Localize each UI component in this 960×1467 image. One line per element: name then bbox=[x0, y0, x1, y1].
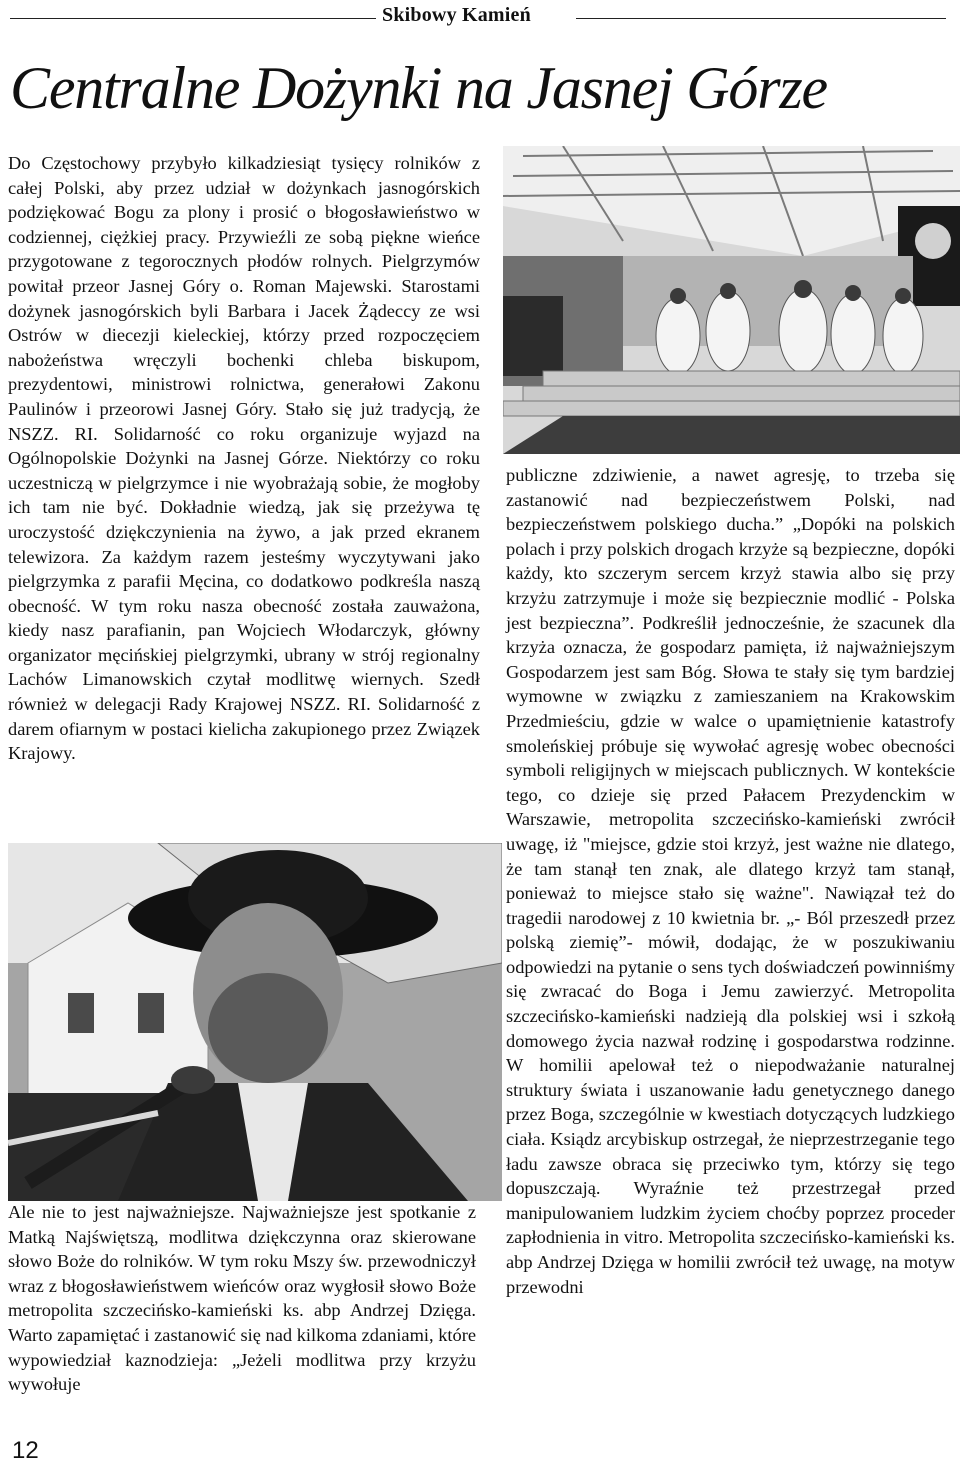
article-text-column-2: publiczne zdziwienie, a nawet agresję, to trzeba się zastanowić nad bezpieczeństwem Polski, nad bezpieczeństwem polskiego ducha.” „Dopóki na polskich polach i przy polskich drogach krzyże są bezpieczne, dopóki każdy, kto szczerym sercem krzyż stawia albo się przy krzyżu zatrzymuje i może się bezpiecznie modlić - Polska jest bezpieczna”. Podkreślił jednocześnie, że szacunek dla krzyża oznacza, że gospodarz pamięta, iż najważniejszym Gospodarzem jest sam Bóg. Słowa te stały się tym bardziej wymowne w związku z zamieszaniem na Krakowskim Przedmieściu, gdzie w walce o upamiętnienie katastrofy smoleńskiej próbuje się wywołać agresję wobec obecności symboli religijnych w miejscach publicznych. W kontekście tego, co dzieje się przed Pałacem Prezydenckim w Warszawie, metropolita szczecińsko-kamieński zwrócił uwagę, iż "miejsce, gdzie stoi krzyż, jest ważne nie dlatego, że tam stanął ten znak, ale dlatego krzyż tam stanął, ponieważ to miejsce stało się ważne". Nawiązał też do tragedii narodowej z 10 kwietnia br. „- Ból przeszedł przez polską ziemię”- mówił, dodając, że w poszukiwaniu odpowiedzi na pytanie o sens tych doświadczeń powinniśmy się zwracać do Boga i Jemu zawierzyć. Metropolita szczecińsko-kamieński nadzieją dla polskiej wsi i szkołą domowego życia nazwał rodzinę i gospodarstwa rodzinne. W homilii apelował też o niepodważanie naturalnej struktury świata i uszanowanie ładu genetycznego danego przez Boga, szczególnie w kwestiach dotyczących ludzkiego ciała. Ksiądz arcybiskup ostrzegał, że nieprzestrzeganie tego ładu zawsze obraca się przeciwko tym, którzy się tego dopuszczają. Wyraźnie też przestrzegał przed manipulowaniem ludzkim życiem choćby poprzez proceder zapłodnienia in vitro. Metropolita szczecińsko-kamieński ks. abp Andrzej Dzięga w homilii zwrócił też uwagę, na motyw przewodni bbox=[506, 465, 955, 1297]
article-title: Centralne Dożynki na Jasnej Górze bbox=[10, 55, 827, 121]
altar-ceremony-photo bbox=[503, 146, 960, 454]
magazine-name: Skibowy Kamień bbox=[382, 4, 531, 26]
page-number: 12 bbox=[12, 1437, 39, 1464]
man-at-microphone-photo bbox=[8, 843, 502, 1201]
running-header bbox=[0, 4, 960, 26]
header-rule-left bbox=[10, 18, 376, 19]
header-rule-right bbox=[576, 18, 946, 19]
article-text-column-1: Do Częstochowy przybyło kilkadziesiąt tysięcy rolników z całej Polski, aby przez udział w dożynkach jasnogórskich podziękować Bogu za plony i prosić o błogosławieństwo w codziennej, ciężkiej pracy. Przywieźli ze sobą piękne wieńce przygotowane z tegorocznych płodów rolnych. Pielgrzymów powitał przeor Jasnej Góry o. Roman Majewski. Starostami dożynek jasnogórskich byli Barbara i Jacek Żądeccy ze wsi Ostrów w diecezji kieleckiej, którzy przed rozpoczęciem nabożeństwa wręczyli bochenki chleba biskupom, prezydentowi, ministrowi rolnictwa, generałowi Zakonu Paulinów i przeorowi Jasnej Góry. Stało się już tradycją, że NSZZ. RI. Solidarność co roku organizuje wyjazd na Ogólnopolskie Dożynki na Jasnej Górze. Niektórzy co roku uczestniczą w pielgrzymce i nie wyobrażają sobie, że mogłoby ich tam nie być. Dokładnie wiedzą, jak się przeżywa tę uroczystość dziękczynienia na żywo, a jak przed ekranem telewizora. Za każdym razem jesteśmy wyczytywani jako pielgrzymka z parafii Męcina, co dodatkowo podkreśla naszą obecność. W tym roku nasza obecność została zauważona, kiedy nasz parafianin, pan Wojciech Włodarczyk, główny organizator męcińskiej pielgrzymki, ubrany w strój regionalny Lachów Limanowskich czytał modlitwę wiernych. Szedł również w delegacji Rady Krajowej NSZZ. RI. Solidarność z darem ofiarnym w postaci kielicha zakupionego przez Związek Krajowy. bbox=[8, 153, 480, 764]
article-text-column-1-continued: Ale nie to jest najważniejsze. Najważniejsze jest spotkanie z Matką Najświętszą, modlitwa dziękczynna oraz skierowane słowo Boże do rolników. W tym roku Mszy św. przewodniczył wraz z błogosławieństwem wieńców oraz wygłosił słowo Boże metropolita szczecińsko-kamieński ks. abp Andrzej Dzięga. Warto zapamiętać i zastanowić się nad kilkoma zdaniami, które wypowiedział kaznodzieja: „Jeżeli modlitwa przy krzyżu wywołuje bbox=[8, 1202, 476, 1395]
